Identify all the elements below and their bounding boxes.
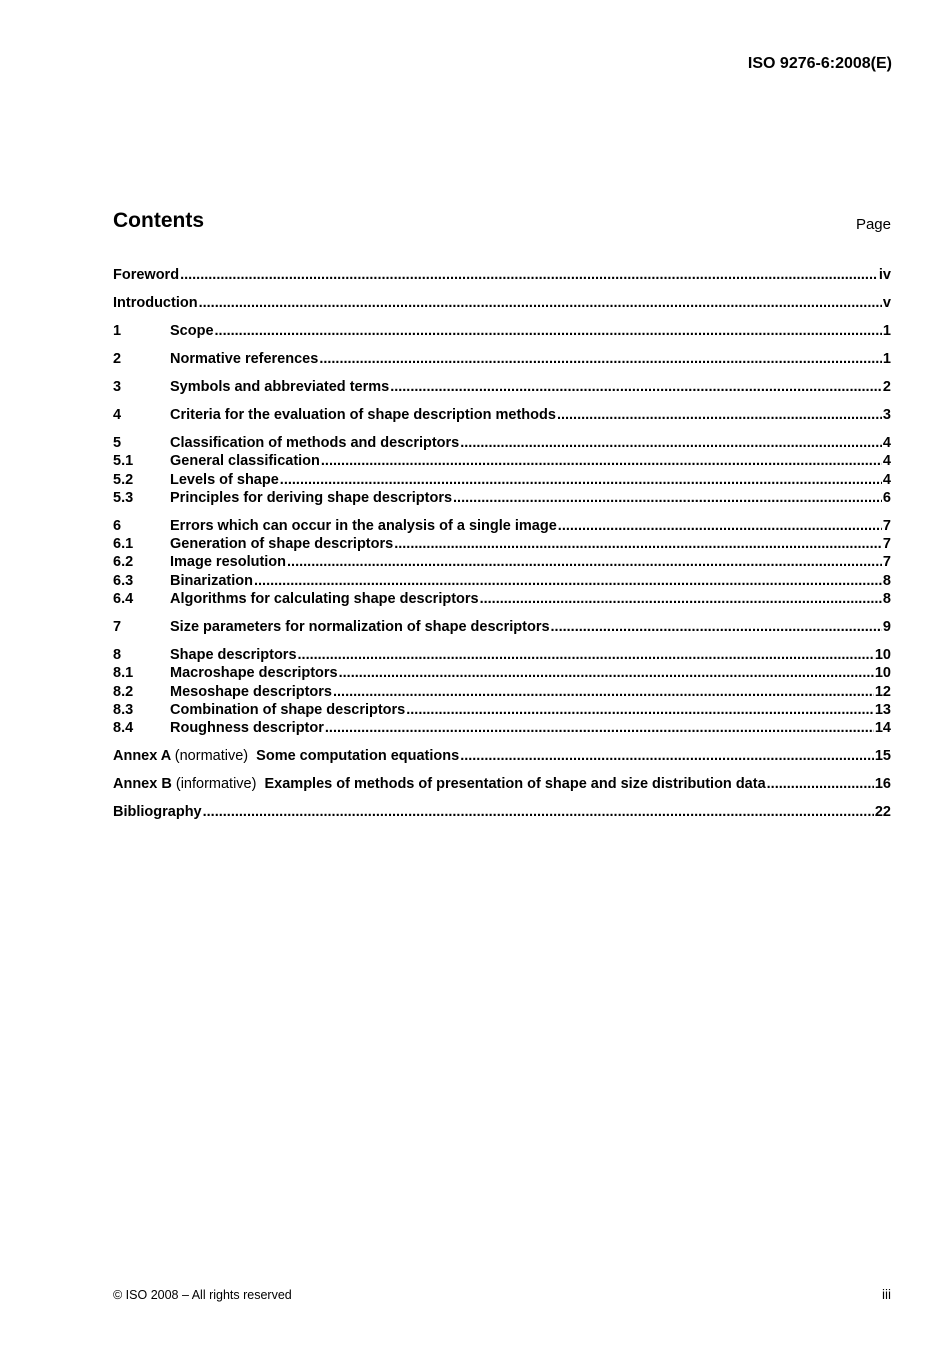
toc-entry[interactable] <box>113 554 891 572</box>
toc-entry-page: 12 <box>874 683 891 700</box>
toc-entry[interactable] <box>113 591 891 609</box>
toc-entry-title: General classification <box>170 453 320 470</box>
toc-entry-page: 22 <box>874 804 891 821</box>
toc-entry-page: 1 <box>882 350 891 367</box>
toc-entry-title: Macroshape descriptors <box>170 665 338 682</box>
toc-entry-page: 8 <box>882 590 891 607</box>
toc-entry-page: v <box>882 294 891 311</box>
dot-leader <box>215 323 882 339</box>
toc-entry-number: 6 <box>113 517 122 534</box>
toc-entry-number: 8.1 <box>113 665 134 682</box>
dot-leader <box>557 407 882 423</box>
toc-entry-page: 7 <box>882 517 891 534</box>
annex-title: Examples of methods of presentation of shape and size distribution data <box>264 776 766 793</box>
annex-title: Some computation equations <box>256 748 460 765</box>
dot-leader <box>453 490 882 506</box>
dot-leader <box>767 776 874 792</box>
toc-entry-page: 7 <box>882 554 891 571</box>
toc-entry[interactable] <box>113 435 891 453</box>
toc-entry-number: 8 <box>113 646 122 663</box>
toc-entry-page: 15 <box>874 748 891 765</box>
toc-entry-page: 4 <box>882 471 891 488</box>
toc-entry-page: 13 <box>874 701 891 718</box>
dot-leader <box>480 591 882 607</box>
toc-entry-title: Symbols and abbreviated terms <box>170 378 390 395</box>
toc-entry-title: Principles for deriving shape descriptors <box>170 489 453 506</box>
toc-entry[interactable] <box>113 647 891 665</box>
toc-entry-title: Mesoshape descriptors <box>170 683 332 700</box>
toc-entry[interactable] <box>113 748 891 766</box>
footer-copyright: © ISO 2008 – All rights reserved <box>113 1288 292 1302</box>
dot-leader <box>551 619 882 635</box>
dot-leader <box>390 379 882 395</box>
toc-entry[interactable] <box>113 665 891 683</box>
toc-entry[interactable] <box>113 295 891 313</box>
toc-entry-page: 14 <box>874 720 891 737</box>
dot-leader <box>339 665 874 681</box>
toc-entry-number: 8.4 <box>113 720 134 737</box>
toc-entry-number: 6.4 <box>113 590 134 607</box>
toc-entry-page: 10 <box>874 646 891 663</box>
dot-leader <box>180 267 878 283</box>
toc-entry[interactable] <box>113 379 891 397</box>
toc-entry-title: Foreword <box>113 267 180 283</box>
page-column-label: Page <box>855 216 891 233</box>
toc-entry[interactable] <box>113 351 891 369</box>
dot-leader <box>333 684 874 700</box>
toc-entry-page: 8 <box>882 572 891 589</box>
toc-entry-number: 5.2 <box>113 471 134 488</box>
toc-entry-page: 6 <box>882 489 891 506</box>
toc-entry-page: 3 <box>882 406 891 423</box>
toc-entry-page: 10 <box>874 665 891 682</box>
toc-entry-number: 5.3 <box>113 489 134 506</box>
toc-entry[interactable] <box>113 472 891 490</box>
toc-entry-title: Generation of shape descriptors <box>170 536 394 553</box>
toc-entry[interactable] <box>113 453 891 471</box>
toc-entry[interactable] <box>113 804 891 822</box>
toc-entry-title: Scope <box>170 322 214 339</box>
toc-entry-number: 6.3 <box>113 572 134 589</box>
toc-entry-number: 1 <box>113 322 122 339</box>
toc-entry-page: 2 <box>882 378 891 395</box>
toc-entry[interactable] <box>113 684 891 702</box>
annex-type: (normative) <box>174 748 249 765</box>
toc-entry[interactable] <box>113 720 891 738</box>
dot-leader <box>203 804 874 820</box>
toc-entry-title <box>113 776 766 792</box>
annex-type: (informative) <box>175 776 257 793</box>
toc-entry-number: 6.1 <box>113 536 134 553</box>
dot-leader <box>298 647 874 663</box>
toc-entry-number: 4 <box>113 406 122 423</box>
toc-entry-page: 16 <box>874 776 891 793</box>
toc-entry-page: 1 <box>882 322 891 339</box>
toc-entry-title: Shape descriptors <box>170 646 297 663</box>
toc-entry-title: Classification of methods and descriptors <box>170 434 460 451</box>
toc-entry[interactable] <box>113 518 891 536</box>
toc-entry-title: Roughness descriptor <box>170 720 324 737</box>
annex-label: Annex A <box>113 748 171 765</box>
toc-entry-title: Normative references <box>170 350 319 367</box>
toc-entry-title: Image resolution <box>170 554 287 571</box>
toc-entry-number: 5 <box>113 434 122 451</box>
dot-leader <box>319 351 882 367</box>
toc-entry-page: 4 <box>882 434 891 451</box>
toc-entry[interactable] <box>113 267 891 285</box>
document-code: ISO 9276-6:2008(E) <box>747 55 892 72</box>
toc-entry-title: Algorithms for calculating shape descriptors <box>170 590 479 607</box>
toc-entry-title: Binarization <box>170 572 253 589</box>
toc-entry[interactable] <box>113 702 891 720</box>
toc-entry-title: Size parameters for normalization of shape descriptors <box>170 618 550 635</box>
toc-entry-title: Combination of shape descriptors <box>170 701 406 718</box>
toc-entry-page: 9 <box>882 618 891 635</box>
dot-leader <box>199 295 882 311</box>
toc-entry-title: Criteria for the evaluation of shape description methods <box>170 406 556 423</box>
toc-entry-number: 8.3 <box>113 701 134 718</box>
dot-leader <box>406 702 874 718</box>
dot-leader <box>558 518 882 534</box>
toc-entry-title <box>113 748 459 764</box>
toc-entry[interactable] <box>113 776 891 794</box>
contents-heading: Contents <box>113 209 204 232</box>
toc-entry[interactable] <box>113 323 891 341</box>
footer-page-number: iii <box>882 1287 891 1302</box>
toc-entry[interactable] <box>113 573 891 591</box>
toc-entry[interactable] <box>113 536 891 554</box>
toc-entry-page: iv <box>878 267 891 283</box>
toc-entry-number: 8.2 <box>113 683 134 700</box>
toc-entry[interactable] <box>113 490 891 508</box>
annex-label: Annex B <box>113 776 172 793</box>
dot-leader <box>287 554 882 570</box>
table-of-contents <box>113 267 891 822</box>
toc-entry[interactable] <box>113 407 891 425</box>
toc-entry-title: Errors which can occur in the analysis of a single image <box>170 517 557 534</box>
dot-leader <box>254 573 882 589</box>
toc-entry-number: 2 <box>113 350 122 367</box>
toc-entry-number: 6.2 <box>113 554 134 571</box>
toc-entry-title: Bibliography <box>113 804 202 821</box>
dot-leader <box>280 472 882 488</box>
dot-leader <box>321 453 882 469</box>
toc-entry-page: 4 <box>882 453 891 470</box>
toc-entry-number: 5.1 <box>113 453 134 470</box>
dot-leader <box>394 536 882 552</box>
toc-entry-title: Introduction <box>113 294 198 311</box>
toc-entry-page: 7 <box>882 536 891 553</box>
toc-entry[interactable] <box>113 619 891 637</box>
dot-leader <box>460 435 882 451</box>
dot-leader <box>325 720 874 736</box>
dot-leader <box>460 748 874 764</box>
toc-entry-number: 7 <box>113 618 122 635</box>
toc-entry-title: Levels of shape <box>170 471 279 488</box>
toc-entry-number: 3 <box>113 378 122 395</box>
